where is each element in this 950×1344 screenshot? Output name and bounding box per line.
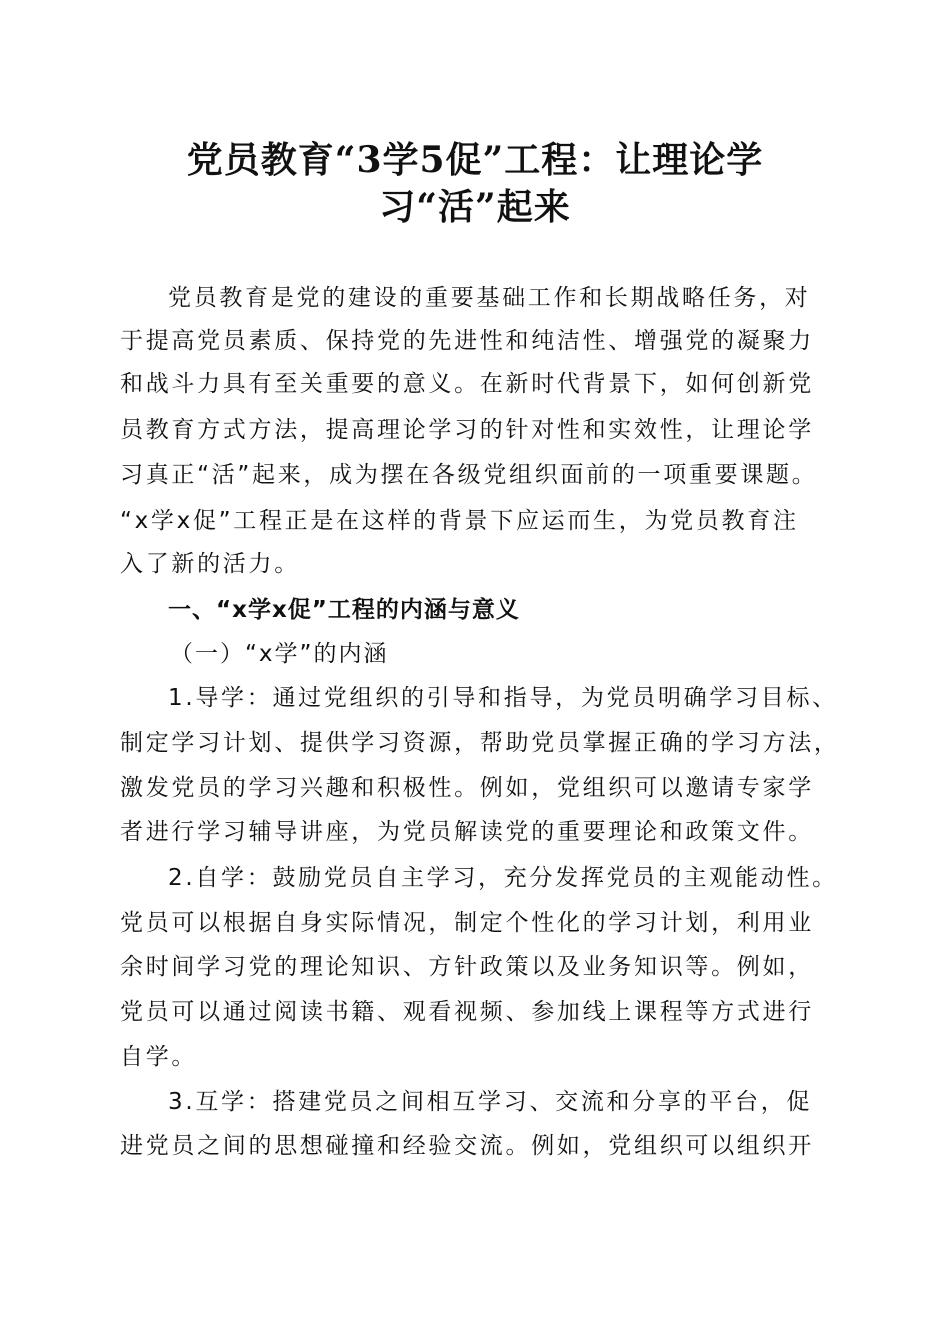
intro-line: 入了新的活力。 xyxy=(120,551,300,577)
intro-line: 党员教育是党的建设的重要基础工作和长期战略任务，对 xyxy=(168,285,811,311)
document-title-line-1: 党员教育“3学5促”工程：让理论学 xyxy=(186,139,764,181)
intro-line: “x学x促”工程正是在这样的背景下应运而生，为党员教育注 xyxy=(120,508,799,534)
document-title-line-2: 习“活”起来 xyxy=(379,186,571,228)
item-2-line: 党员可以根据自身实际情况，制定个性化的学习计划，利用业 xyxy=(120,910,814,936)
intro-line: 于提高党员素质、保持党的先进性和纯洁性、增强党的凝聚力 xyxy=(120,328,814,354)
item-1-line: 者进行学习辅导讲座，为党员解读党的重要理论和政策文件。 xyxy=(120,819,814,845)
section-1-heading: 一、“x学x促”工程的内涵与意义 xyxy=(168,597,520,623)
item-3-line: 3.互学：搭建党员之间相互学习、交流和分享的平台，促 xyxy=(168,1089,813,1115)
intro-line: 习真正“活”起来，成为摆在各级党组织面前的一项重要课题。 xyxy=(120,462,818,488)
item-1-line: 激发党员的学习兴趣和积极性。例如，党组织可以邀请专家学 xyxy=(120,775,814,801)
item-1-line: 制定学习计划、提供学习资源，帮助党员掌握正确的学习方法， xyxy=(120,730,840,756)
item-2-line: 自学。 xyxy=(120,1044,198,1070)
intro-line: 员教育方式方法，提高理论学习的针对性和实效性，让理论学 xyxy=(120,417,814,443)
item-2-line: 党员可以通过阅读书籍、观看视频、参加线上课程等方式进行 xyxy=(120,999,814,1025)
subsection-1-heading: （一）“x学”的内涵 xyxy=(170,641,389,667)
item-2-line: 2.自学：鼓励党员自主学习，充分发挥党员的主观能动性。 xyxy=(168,865,838,891)
item-1-line: 1.导学：通过党组织的引导和指导，为党员明确学习目标、 xyxy=(168,685,838,711)
intro-line: 和战斗力具有至关重要的意义。在新时代背景下，如何创新党 xyxy=(120,371,814,397)
item-2-line: 余时间学习党的理论知识、方针政策以及业务知识等。例如， xyxy=(120,954,814,980)
item-3-line: 进党员之间的思想碰撞和经验交流。例如，党组织可以组织开 xyxy=(120,1133,814,1159)
